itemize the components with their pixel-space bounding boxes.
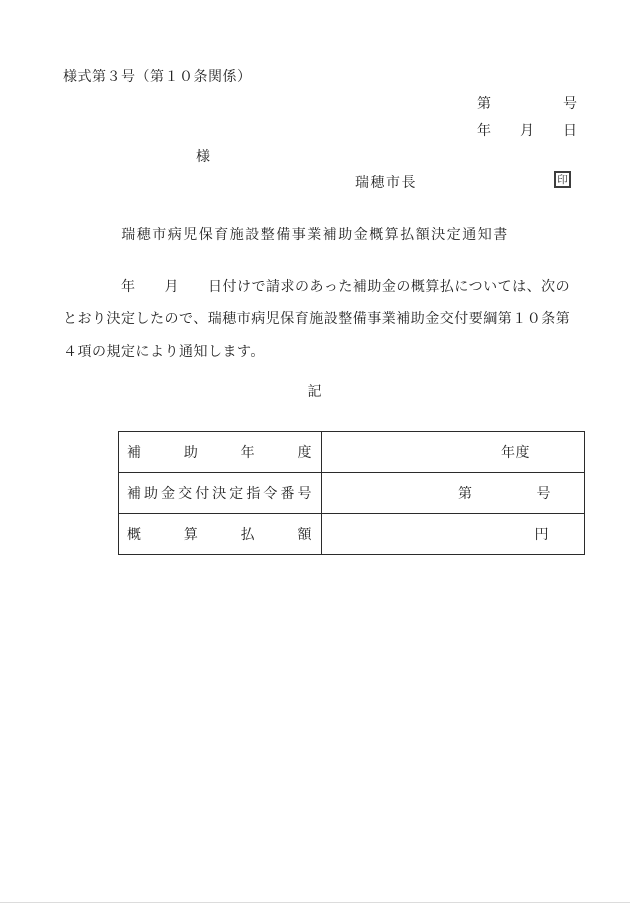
provisional-payment-label: 概算払額 xyxy=(119,514,322,555)
subsidy-year-value: 年度 xyxy=(322,432,585,473)
decision-number-label: 補助金交付決定指令番号 xyxy=(119,473,322,514)
date-day-label: 日 xyxy=(563,124,577,139)
doc-number-prefix: 第 xyxy=(477,97,491,112)
table-row-decision-number xyxy=(119,473,585,514)
doc-number-suffix: 号 xyxy=(563,97,577,112)
date-year-label: 年 xyxy=(477,124,491,139)
date-line xyxy=(477,120,577,140)
seal-icon: 印 xyxy=(554,171,571,188)
decision-number-prefix: 第 xyxy=(458,487,473,502)
table-row-provisional-payment xyxy=(119,514,585,555)
decision-number-suffix: 号 xyxy=(536,487,551,502)
sender-title: 瑞穂市長 xyxy=(355,176,417,191)
table-row-subsidy-year xyxy=(119,432,585,473)
document-title: 瑞穂市病児保育施設整備事業補助金概算払額決定通知書 xyxy=(121,228,509,243)
form-number: 様式第３号（第１０条関係） xyxy=(63,70,252,85)
body-paragraph-line-3: ４項の規定により通知します。 xyxy=(63,345,265,360)
body-paragraph-line-1: 年 月 日付けで請求のあった補助金の概算払については、次の xyxy=(63,280,571,295)
subsidy-year-label: 補助年度 xyxy=(119,432,322,473)
provisional-payment-value: 円 xyxy=(322,514,585,555)
body-paragraph-line-2: とおり決定したので、瑞穂市病児保育施設整備事業補助金交付要綱第１０条第 xyxy=(63,312,571,327)
doc-number-line xyxy=(477,93,577,113)
recipient-honorific: 様 xyxy=(196,150,210,165)
detail-table xyxy=(118,431,585,555)
decision-number-value xyxy=(322,473,585,514)
record-marker: 記 xyxy=(307,385,323,400)
date-month-label: 月 xyxy=(520,124,534,139)
